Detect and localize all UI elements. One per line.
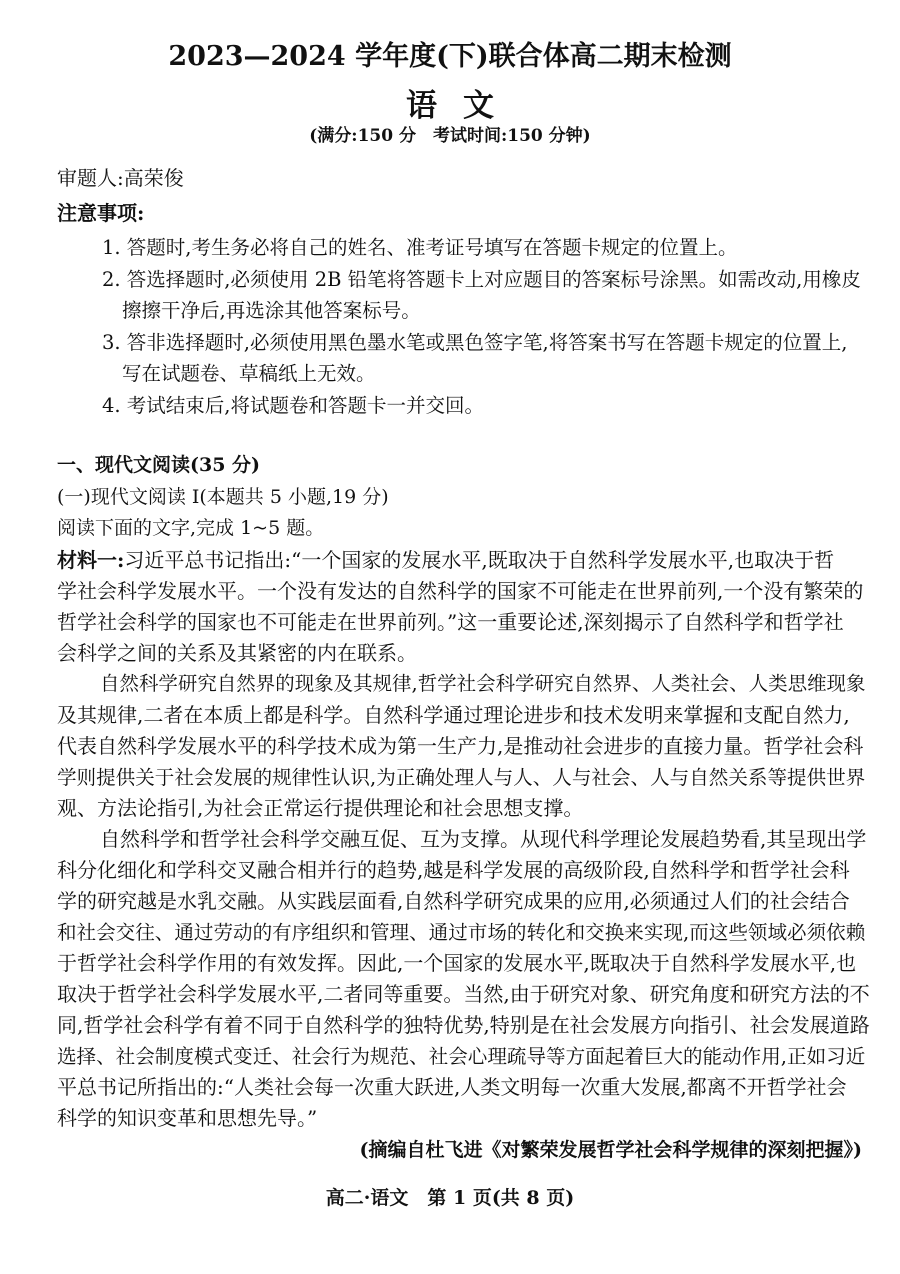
passage-line: 平总书记所指出的:“人类社会每一次重大跃进,人类文明每一次重大发展,都离不开哲学社会 [57,1075,847,1099]
notice-line: 4. 考试结束后,将试题卷和答题卡一并交回。 [102,394,485,417]
passage-line: 于哲学社会科学作用的有效发挥。因此,一个国家的发展水平,既取决于自然科学发展水平,也 [57,951,857,975]
notice-line: 擦擦干净后,再选涂其他答案标号。 [122,299,421,322]
passage-line: 自然科学和哲学社会科学交融互促、互为支撑。从现代科学理论发展趋势看,其呈现出学 [100,827,867,851]
passage-line: 选择、社会制度模式变迁、社会行为规范、社会心理疏导等方面起着巨大的能动作用,正如习近 [57,1045,866,1068]
notice-line: 2. 答选择题时,必须使用 2B 铅笔将答题卡上对应题目的答案标号涂黑。如需改动,用橡皮 [102,268,861,291]
material-first-line [57,544,834,573]
passage-line: 学则提供关于社会发展的规律性认识,为正确处理人与人、人与社会、人与自然关系等提供世界 [57,766,866,789]
passage-line: 哲学社会科学的国家也不可能走在世界前列。”这一重要论述,深刻揭示了自然科学和哲学社 [57,610,844,634]
passage-line: 会科学之间的关系及其紧密的内在联系。 [57,641,417,665]
passage-line: 观、方法论指引,为社会正常运行提供理论和社会思想支撑。 [57,796,584,820]
passage-line: 科分化细化和学科交叉融合相并行的趋势,越是科学发展的高级阶段,自然科学和哲学社会科 [57,858,850,882]
notice-line: 3. 答非选择题时,必须使用黑色墨水笔或黑色签字笔,将答案书写在答题卡规定的位置上, [102,331,848,354]
section-subheading: (一)现代文阅读 I(本题共 5 小题,19 分) [57,486,389,508]
author-line: 审题人:高荣俊 [57,166,184,190]
exam-meta: (满分:150 分 考试时间:150 分钟) [309,126,591,146]
passage-line: 自然科学研究自然界的现象及其规律,哲学社会科学研究自然界、人类社会、人类思维现象 [100,672,866,695]
subject-title: 语文 [406,88,520,124]
section-instruction: 阅读下面的文字,完成 1~5 题。 [57,517,325,539]
passage-line: 代表自然科学发展水平的科学技术成为第一生产力,是推动社会进步的直接力量。哲学社会科 [57,734,864,758]
material-label: 材料一: [57,548,125,572]
passage-line: 学的研究越是水乳交融。从实践层面看,自然科学研究成果的应用,必须通过人们的社会结合 [57,889,850,913]
source-citation: (摘编自杜飞进《对繁荣发展哲学社会科学规律的深刻把握》) [359,1139,862,1161]
passage-line: 学社会科学发展水平。一个没有发达的自然科学的国家不可能走在世界前列,一个没有繁荣的 [57,579,864,603]
passage-line: 习近平总书记指出:“一个国家的发展水平,既取决于自然科学发展水平,也取决于哲 [124,548,835,572]
exam-title: 2023—2024 学年度(下)联合体高二期末检测 [168,41,732,72]
passage-line: 同,哲学社会科学有着不同于自然科学的独特优势,特别是在社会发展方向指引、社会发展道路 [57,1013,870,1037]
page-footer: 高二·语文 第 1 页(共 8 页) [325,1187,575,1209]
passage-line: 及其规律,二者在本质上都是科学。自然科学通过理论进步和技术发明来掌握和支配自然力, [57,703,850,727]
passage-line: 取决于哲学社会科学发展水平,二者同等重要。当然,由于研究对象、研究角度和研究方法的不 [57,982,870,1006]
notice-heading: 注意事项: [57,201,145,225]
passage-line: 科学的知识变革和思想先导。” [57,1106,318,1130]
passage-line: 和社会交往、通过劳动的有序组织和管理、通过市场的转化和交换来实现,而这些领域必须依赖 [57,921,866,944]
notice-line: 1. 答题时,考生务必将自己的姓名、准考证号填写在答题卡规定的位置上。 [102,236,738,259]
section-heading: 一、现代文阅读(35 分) [57,454,261,476]
notice-line: 写在试题卷、草稿纸上无效。 [122,362,376,385]
